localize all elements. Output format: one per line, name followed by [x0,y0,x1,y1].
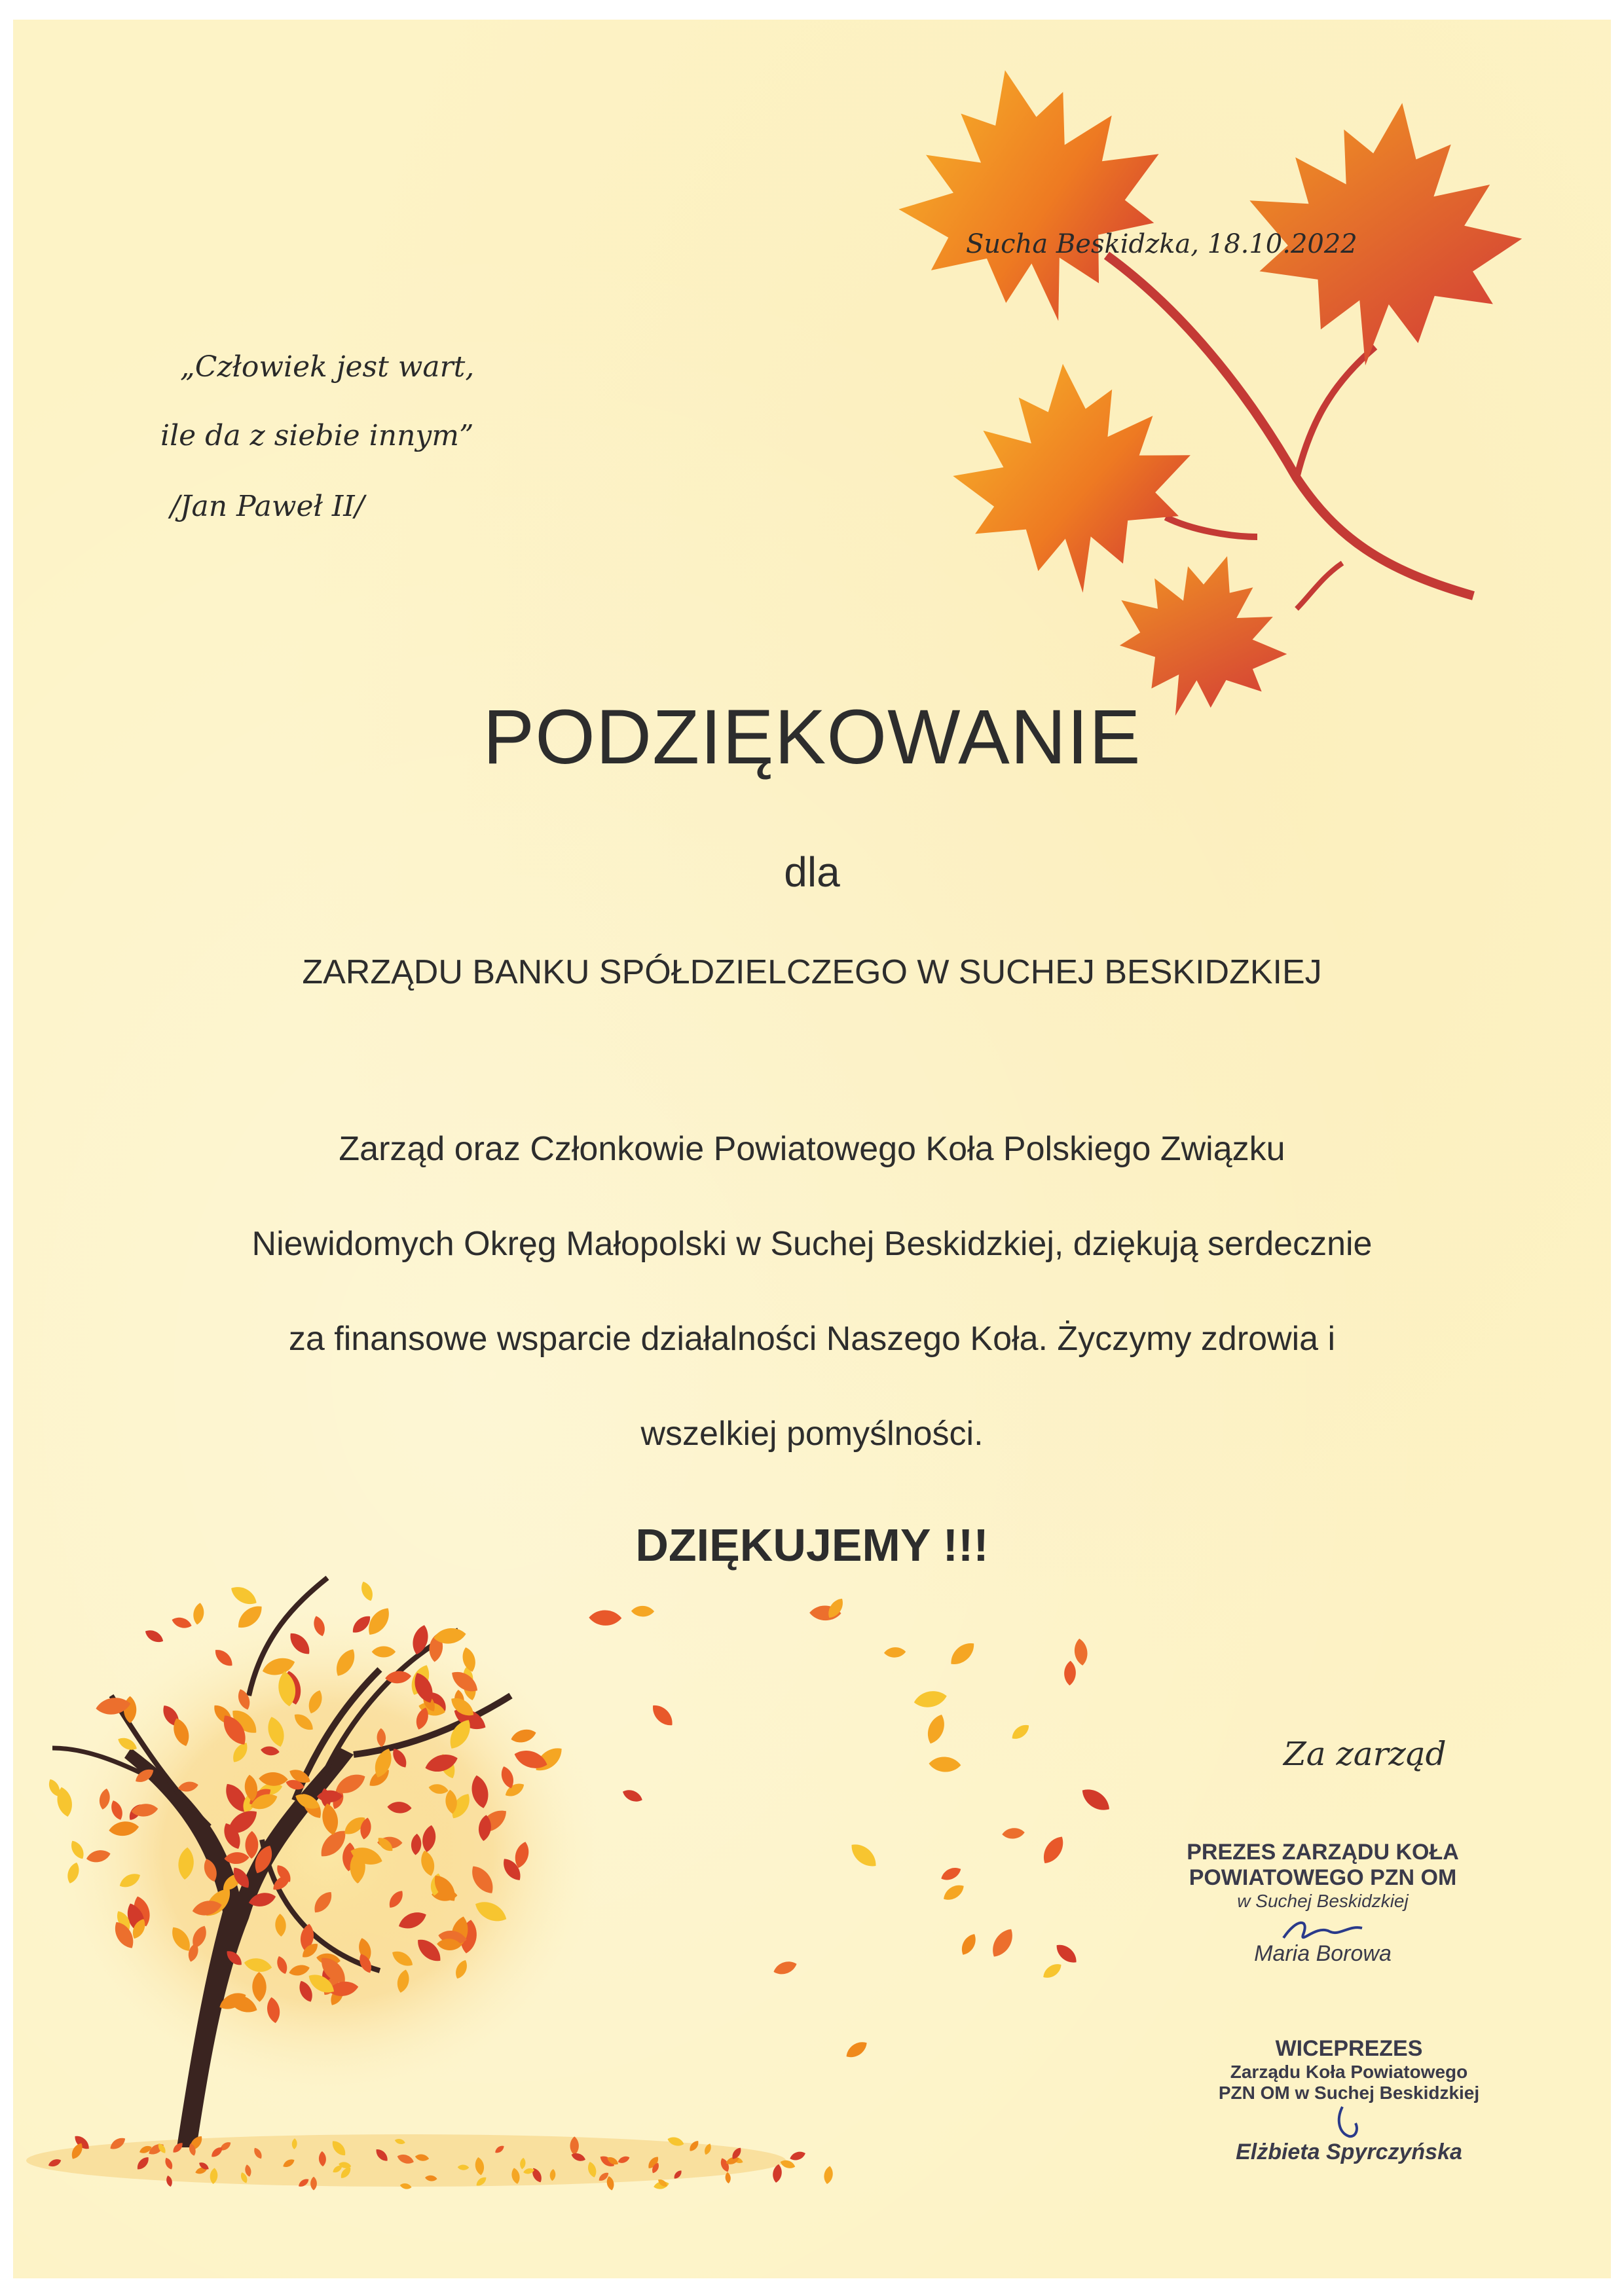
stamp2-line1: WICEPREZES [1275,2036,1423,2061]
tree-leaf [228,1582,260,1609]
signoff-label: Za zarząd [1283,1735,1447,1773]
vice-president-stamp [1179,2036,1519,2165]
vice-president-signature [1310,2104,1388,2143]
falling-leaf [843,2038,870,2061]
stamp1-name: Maria Borowa [1254,1941,1392,1966]
falling-leaf [1063,1660,1076,1685]
stamp2-line2: Zarządu Koła Powiatowego [1230,2062,1468,2082]
body-line-1: Zarząd oraz Członkowie Powiatowego Koła Polskiego Związku [339,1130,1285,1168]
falling-leaf [946,1638,978,1669]
certificate-title: PODZIĘKOWANIE [483,694,1141,780]
quote-line-1: „Człowiek jest wart, [180,350,475,384]
maple-branch-decoration [875,43,1538,742]
stamp2-line3: PZN OM w Suchej Beskidzkiej [1218,2083,1480,2103]
falling-leaf [1078,1784,1114,1815]
falling-leaf [631,1606,654,1617]
tree-leaf [170,1615,193,1630]
stamp1-line3: w Suchej Beskidzkiej [1237,1891,1409,1911]
for-word: dla [784,848,840,896]
falling-leaf [648,1701,676,1730]
falling-leaf [987,1925,1018,1960]
falling-leaf [1002,1827,1025,1840]
stamp1-line1: PREZES ZARZĄDU KOŁA [1187,1840,1459,1865]
falling-leaf [1009,1721,1032,1742]
falling-leaf [1053,1941,1080,1967]
falling-leaf [589,1610,621,1626]
falling-leaf [940,1882,967,1904]
ground-leaf [822,2165,834,2185]
falling-leaf [847,1839,881,1871]
falling-leaf [1039,1832,1068,1867]
president-stamp [1139,1840,1506,1967]
tree-leaf [359,1580,376,1603]
body-line-4: wszelkiej pomyślności. [640,1415,984,1453]
autumn-tree-illustration [26,1578,1114,2191]
falling-leaf [958,1931,979,1958]
falling-leaf [929,1756,961,1772]
stamp1-line2: POWIATOWEGO PZN OM [1189,1865,1457,1890]
falling-leaf [939,1865,963,1884]
falling-leaf [772,1959,799,1978]
body-line-3: za finansowe wsparcie działalności Naszego Koła. Życzymy zdrowia i [288,1320,1336,1358]
falling-leaf [1073,1638,1089,1666]
quote-line-2: ile da z siebie innym” [160,419,474,452]
stamp2-name: Elżbieta Spyrczyńska [1236,2140,1462,2164]
quote-author: /Jan Paweł II/ [170,490,365,523]
falling-leaf [913,1688,948,1710]
certificate-sheet [13,20,1611,2278]
falling-leaf [621,1787,644,1805]
falling-leaf [1041,1961,1064,1982]
ground-leaf [788,2150,806,2162]
tree-leaf [143,1627,165,1645]
tree-leaf [192,1602,205,1625]
recipient-name: ZARZĄDU BANKU SPÓŁDZIELCZEGO W SUCHEJ BESKIDZKIEJ [302,953,1322,991]
body-line-2: Niewidomych Okręg Małopolski w Suchej Beskidzkiej, dziękują serdecznie [251,1225,1373,1263]
falling-leaf [884,1647,906,1658]
falling-leaf [924,1712,949,1746]
place-and-date: Sucha Beskidzka, 18.10.2022 [966,229,1357,259]
thank-you-heading: DZIĘKUJEMY !!! [635,1520,989,1571]
